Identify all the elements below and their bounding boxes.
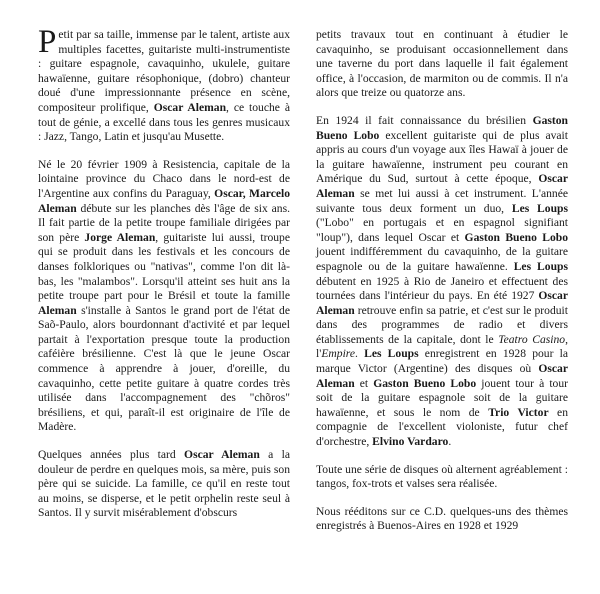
right-column <box>316 28 568 584</box>
body-text: Nous rééditons sur ce C.D. quelques-uns des thèmes enregistrés à Buenos-Aires en 1928 et 1929 <box>316 504 568 533</box>
paragraph-records-series <box>316 463 568 492</box>
emphasis-name: Oscar, Marcelo Aleman <box>38 186 291 215</box>
body-text: s'installe à Santos le grand port de l'état de Saõ-Paulo, alors bourdonnant d'activité et par lequel partait à l'exportation presque toute la production caféière brésilienne. C'est là que le jeune Oscar commence à apprendre à jouer, d'oreille, du cavaquinho, cette petite guitare à quatre cordes très utilisée dans l'accompagnement des "chõros" brésiliens, et qui, paraît-il est originaire de l'île de Madère. <box>38 303 290 434</box>
emphasis-name: Elvino Vardaro <box>372 435 449 449</box>
body-text: jouent indifféremment du cavaquinho, de la guitare espagnole ou de la guitare hawaïenne. <box>316 245 568 273</box>
paragraph-les-loups <box>316 114 568 450</box>
italic-title: Empire <box>321 347 356 361</box>
body-text: retrouve enfin sa patrie, et c'est sur le produit dans des programmes de radio et divers établissements de la capitale, dont le <box>316 303 568 346</box>
paragraph-cd-reissue <box>316 505 568 534</box>
body-text: Quelques années plus tard <box>38 448 185 462</box>
paragraph-intro <box>38 24 290 145</box>
emphasis-name: Jorge Aleman <box>84 230 156 244</box>
body-text: débutent en 1925 à Rio de Janeiro et effectuent des tournées dans l'intérieur du pays. En été 1927 <box>316 274 568 303</box>
body-text: , ce touche à tout de génie, a excellé dans tous les genres musicaux : Jazz, Tango, Latin et jusqu'au Musette. <box>38 100 290 144</box>
paragraph-birth <box>38 158 290 435</box>
paragraph-orphan <box>38 448 290 521</box>
italic-title: Teatro Casino <box>498 332 566 346</box>
emphasis-name: Oscar Aleman <box>316 289 568 317</box>
emphasis-name: Les Loups <box>513 259 568 273</box>
emphasis-name: Oscar Aleman <box>184 448 260 462</box>
body-text: enregistrent en 1928 pour la marque Victor (Argentine) des disques où <box>316 347 569 376</box>
paragraph-port-work <box>316 28 568 101</box>
emphasis-name: Oscar Aleman <box>316 172 568 200</box>
body-text: , guitariste lui aussi, troupe qui se produit dans les festivals et les concours de danses folkloriques ou "nativas", comme l'on dit là-bas, les "malambos". Lorsqu'il atteint ses huit ans la petite troupe part pour le Brésil et toute la famille <box>38 230 290 303</box>
body-text: en compagnie de l'excellent violoniste, futur chef d'orchestre, <box>316 405 569 449</box>
body-text: Toute une série de disques où alternent agréablement : tangos, fox-trots et valses sera réalisée. <box>316 462 568 491</box>
emphasis-name: Oscar Aleman <box>153 100 227 114</box>
drop-cap: P <box>38 24 57 60</box>
body-text: a la douleur de perdre en quelques mois, sa mère, puis son père qui se suicide. La famille, ce qu'il en reste tout au moins, se disperse, et le petit orphelin reste seul à Santos. Il y survit misérablement d'obscurs <box>38 448 291 520</box>
body-text: En 1924 il fait connaissance du brésilien <box>316 113 533 127</box>
emphasis-name: Les Loups <box>511 201 568 215</box>
body-text: . <box>355 347 365 361</box>
body-text: . <box>448 435 452 449</box>
body-text: etit par sa taille, immense par le talent, artiste aux multiples facettes, guitariste multi-instrumentiste : guitare espagnole, cavaquinho, ukulele, guitare hawaïenne, guitare résophonique, (dobro) chanteur doué d'une impressionnante présence en scène, compositeur prolifique, <box>38 28 290 114</box>
body-text: ("Lobo" en portugais et en espagnol signifiant "loup"), dans lequel Oscar et <box>316 216 568 244</box>
body-text: , l' <box>316 332 568 361</box>
two-column-layout <box>38 24 574 584</box>
emphasis-name: Trio Victor <box>488 405 549 419</box>
emphasis-name: Les Loups <box>364 347 419 361</box>
emphasis-name: Aleman <box>38 303 77 317</box>
body-text: se met lui aussi à cet instrument. L'année suivante tous deux forment un duo, <box>316 186 568 215</box>
body-text: excellent guitariste qui de plus avait appris au cours d'un voyage aux îles Hawaï à jouer de la guitare hawaïenne, instrument peu courant en Amérique du Sud, surtout à cette époque, <box>316 128 568 186</box>
emphasis-name: Oscar Aleman <box>316 362 568 390</box>
emphasis-name: Gaston Bueno Lobo <box>373 376 477 390</box>
emphasis-name: Gaston Bueno Lobo <box>316 113 568 142</box>
body-text: jouent tour à tour soit de la guitare espagnole soit de la guitare hawaïenne, et sous le nom de <box>316 376 568 419</box>
body-text: Né le 20 février 1909 à Resistencia, capitale de la lointaine province du Chaco dans le nord-est de l'Argentine aux confins du Paraguay, <box>38 157 290 200</box>
body-text: et <box>354 376 374 390</box>
body-text: débute sur les planches dès l'âge de six ans. Il fait partie de la petite troupe familiale dirigées par son père <box>38 201 290 244</box>
left-column <box>38 24 291 584</box>
emphasis-name: Gaston Bueno Lobo <box>464 230 569 244</box>
body-text: petits travaux tout en continuant à étudier le cavaquinho, se produisant occasionnellement dans une taverne du port dans laquelle il fait également office, à l'occasion, de marmiton ou de commis. Il n'a alors que treize ou quatorze ans. <box>316 28 568 100</box>
